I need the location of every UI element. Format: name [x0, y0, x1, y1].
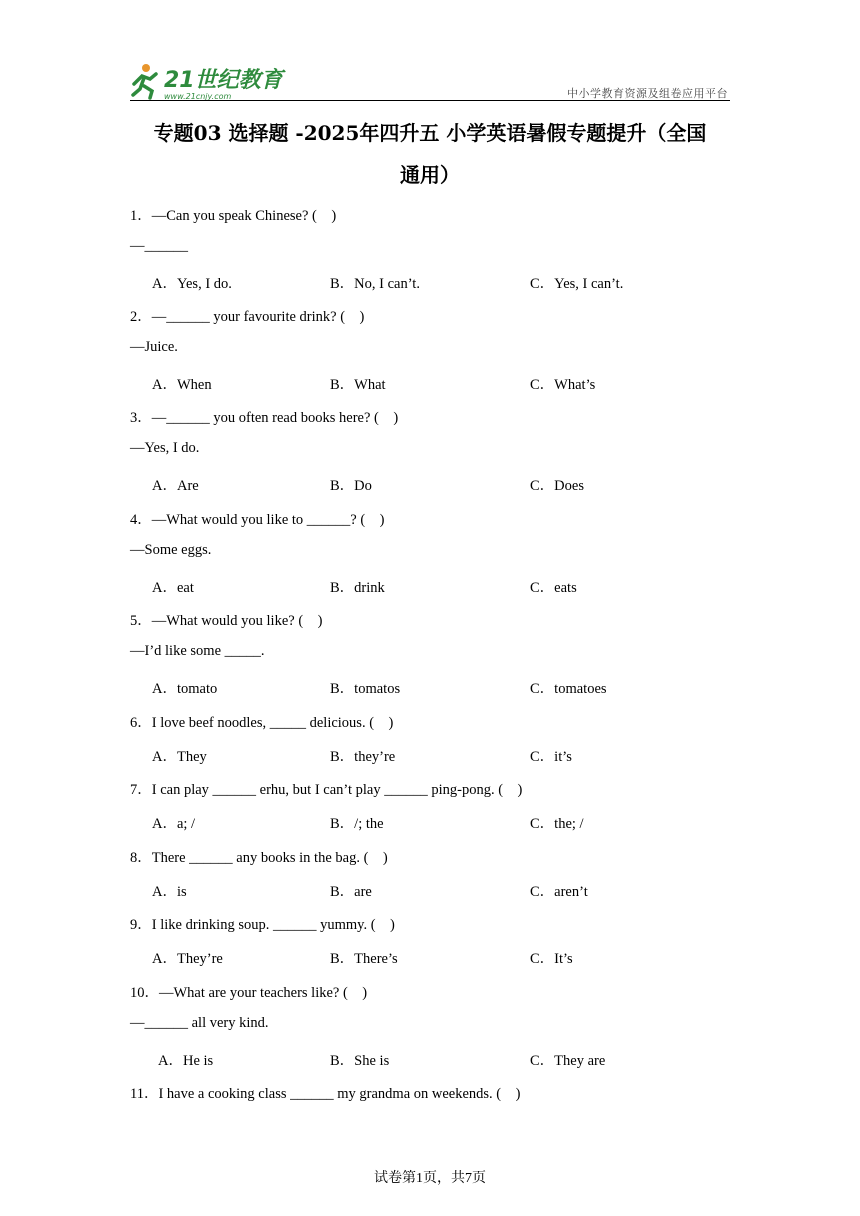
q6-option-a: A．They	[152, 749, 207, 765]
header-divider	[130, 100, 730, 101]
q2-option-b: B．What	[330, 377, 386, 393]
q7-option-a: A．a; /	[152, 816, 196, 832]
question-7: 7．I can play ______ erhu, but I can’t play ______ ping-pong. ( )	[130, 782, 523, 798]
q1-option-c: C．Yes, I can’t.	[530, 276, 624, 292]
21cnjy-logo	[130, 62, 283, 102]
question-4-answer-line: —Some eggs.	[130, 542, 212, 558]
q10-option-b: B．She is	[330, 1053, 390, 1069]
q5-option-c: C．tomatoes	[530, 681, 607, 697]
q1-option-b: B．No, I can’t.	[330, 276, 420, 292]
question-1: 1．—Can you speak Chinese? ( )	[130, 208, 337, 224]
question-11: 11．I have a cooking class ______ my grandma on weekends. ( )	[130, 1086, 521, 1102]
q4-option-b: B．drink	[330, 580, 385, 596]
document-title-line-1: 专题03 选择题 -2025年四升五 小学英语暑假专题提升（全国	[153, 121, 707, 145]
q7-option-b: B．/; the	[330, 816, 384, 832]
q3-option-a: A．Are	[152, 478, 199, 494]
q10-option-c: C．They are	[530, 1053, 606, 1069]
q2-option-c: C．What’s	[530, 377, 596, 393]
question-4: 4．—What would you like to ______? ( )	[130, 512, 385, 528]
question-2-answer-line: —Juice.	[130, 339, 178, 355]
logo-number: 21世纪教育	[164, 68, 283, 93]
question-6: 6．I love beef noodles, _____ delicious. ( )	[130, 715, 394, 731]
question-5-answer-line: —I’d like some _____.	[130, 643, 265, 659]
q3-option-c: C．Does	[530, 478, 584, 494]
q6-option-b: B．they’re	[330, 749, 396, 765]
q8-option-a: A．is	[152, 884, 187, 900]
page-header	[130, 62, 730, 102]
question-3: 3．—______ you often read books here? ( )	[130, 410, 399, 426]
question-10: 10．—What are your teachers like? ( )	[130, 985, 368, 1001]
question-10-answer-line: —______ all very kind.	[130, 1015, 269, 1031]
page-footer: 试卷第1页，共7页	[374, 1171, 486, 1186]
q9-option-b: B．There’s	[330, 951, 398, 967]
q5-option-b: B．tomatos	[330, 681, 401, 697]
logo-url: www.21cnjy.com	[164, 92, 232, 101]
q6-option-c: C．it’s	[530, 749, 572, 765]
q4-option-a: A．eat	[152, 580, 194, 596]
question-5: 5．—What would you like? ( )	[130, 613, 323, 629]
q10-option-a: A．He is	[158, 1053, 214, 1069]
q1-option-a: A．Yes, I do.	[152, 276, 232, 292]
q4-option-c: C．eats	[530, 580, 577, 596]
q7-option-c: C．the; /	[530, 816, 584, 832]
question-8: 8．There ______ any books in the bag. ( )	[130, 850, 388, 866]
q2-option-a: A．When	[152, 377, 212, 393]
question-2: 2．—______ your favourite drink? ( )	[130, 309, 365, 325]
document-title-line-2: 通用）	[400, 163, 460, 187]
question-1-answer-line: —______	[130, 238, 188, 254]
q3-option-b: B．Do	[330, 478, 372, 494]
platform-label: 中小学教育资源及组卷应用平台	[567, 87, 728, 100]
q8-option-c: C．aren’t	[530, 884, 588, 900]
question-3-answer-line: —Yes, I do.	[130, 440, 200, 456]
q5-option-a: A．tomato	[152, 681, 218, 697]
question-9: 9．I like drinking soup. ______ yummy. ( )	[130, 917, 395, 933]
q9-option-c: C．It’s	[530, 951, 573, 967]
q9-option-a: A．They’re	[152, 951, 223, 967]
q8-option-b: B．are	[330, 884, 372, 900]
